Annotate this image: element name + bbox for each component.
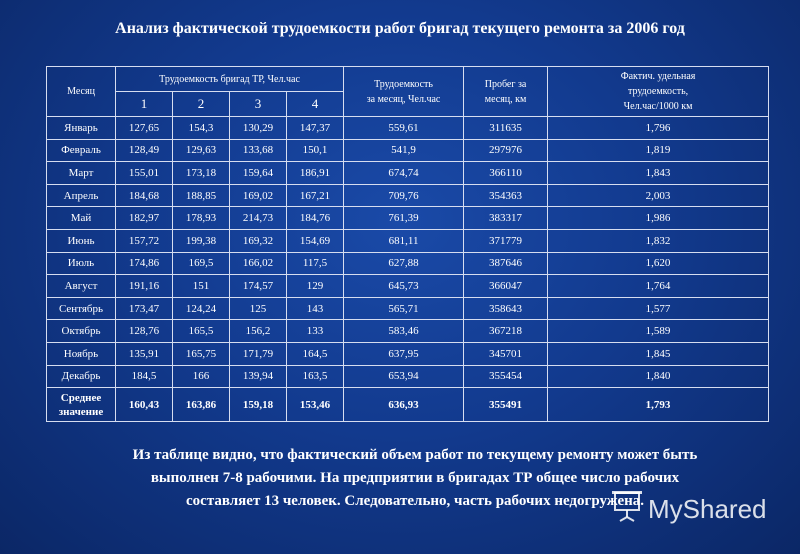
cell-total: 653,94 [344, 365, 464, 388]
cell-specific: 1,577 [548, 297, 769, 320]
cell-avg-specific: 1,793 [548, 388, 769, 422]
header-brigade-1: 1 [116, 92, 173, 117]
cell-b2: 124,24 [173, 297, 230, 320]
cell-b4: 117,5 [287, 252, 344, 275]
watermark [612, 492, 767, 526]
table-row [47, 229, 769, 252]
table-row [47, 275, 769, 298]
cell-b2: 199,38 [173, 229, 230, 252]
table-row [47, 320, 769, 343]
cell-specific: 1,832 [548, 229, 769, 252]
cell-b4: 129 [287, 275, 344, 298]
cell-total: 559,61 [344, 117, 464, 140]
cell-total: 583,46 [344, 320, 464, 343]
cell-specific: 1,620 [548, 252, 769, 275]
table-row [47, 184, 769, 207]
cell-b4: 154,69 [287, 229, 344, 252]
cell-b4: 186,91 [287, 162, 344, 185]
cell-b3: 214,73 [230, 207, 287, 230]
cell-avg-total: 636,93 [344, 388, 464, 422]
average-label-line2: значение [58, 405, 104, 418]
conclusion-line-1: Из таблице видно, что фактический объем работ по текущему ремонту может быть [132, 447, 698, 463]
cell-total: 645,73 [344, 275, 464, 298]
watermark-text: MyShared [648, 493, 767, 524]
cell-b4: 164,5 [287, 342, 344, 365]
table-row [47, 207, 769, 230]
header-brigade-2: 2 [173, 92, 230, 117]
cell-mileage: 367218 [464, 320, 548, 343]
cell-month: Февраль [47, 139, 116, 162]
cell-b2: 165,5 [173, 320, 230, 343]
cell-b1: 127,65 [116, 117, 173, 140]
cell-avg-b1: 160,43 [116, 388, 173, 422]
cell-specific: 1,845 [548, 342, 769, 365]
header-specific-line3: Чел.час/1000 км [623, 101, 693, 112]
page-title: Анализ фактической трудоемкости работ бригад текущего ремонта за 2006 год [115, 20, 685, 37]
cell-specific: 2,003 [548, 184, 769, 207]
header-per-month-line1: Трудоемкость [374, 78, 433, 90]
cell-total: 627,88 [344, 252, 464, 275]
labor-table [46, 66, 769, 422]
cell-b2: 165,75 [173, 342, 230, 365]
cell-total: 541,9 [344, 139, 464, 162]
cell-mileage: 371779 [464, 229, 548, 252]
cell-month: Октябрь [47, 320, 116, 343]
conclusion-line-2: выполнен 7-8 рабочими. На предприятии в бригадах ТР общее число рабочих [150, 470, 680, 486]
cell-mileage: 297976 [464, 139, 548, 162]
cell-b2: 188,85 [173, 184, 230, 207]
cell-b1: 182,97 [116, 207, 173, 230]
cell-total: 681,11 [344, 229, 464, 252]
cell-b4: 167,21 [287, 184, 344, 207]
cell-b2: 166 [173, 365, 230, 388]
cell-mileage: 311635 [464, 117, 548, 140]
cell-mileage: 355454 [464, 365, 548, 388]
cell-total: 565,71 [344, 297, 464, 320]
cell-b3: 174,57 [230, 275, 287, 298]
cell-b3: 139,94 [230, 365, 287, 388]
header-per-month-line2: за месяц, Чел.час [366, 93, 441, 105]
cell-b3: 169,32 [230, 229, 287, 252]
cell-b1: 174,86 [116, 252, 173, 275]
cell-b3: 159,64 [230, 162, 287, 185]
cell-specific: 1,843 [548, 162, 769, 185]
cell-mileage: 354363 [464, 184, 548, 207]
cell-month: Июль [47, 252, 116, 275]
cell-b1: 155,01 [116, 162, 173, 185]
cell-specific: 1,589 [548, 320, 769, 343]
cell-b2: 169,5 [173, 252, 230, 275]
cell-specific: 1,764 [548, 275, 769, 298]
cell-month: Июнь [47, 229, 116, 252]
cell-b3: 169,02 [230, 184, 287, 207]
header-mileage-line1: Пробег за [484, 78, 527, 90]
cell-month: Апрель [47, 184, 116, 207]
header-mileage [464, 67, 548, 117]
cell-month: Декабрь [47, 365, 116, 388]
average-label-line1: Среднее [60, 391, 102, 404]
cell-average-label [47, 388, 116, 422]
presentation-board-icon [612, 490, 642, 529]
cell-month: Май [47, 207, 116, 230]
cell-b3: 156,2 [230, 320, 287, 343]
cell-b1: 157,72 [116, 229, 173, 252]
header-brigades: Трудоемкость бригад ТР, Чел.час [116, 67, 344, 92]
cell-b4: 147,37 [287, 117, 344, 140]
cell-b2: 178,93 [173, 207, 230, 230]
cell-specific: 1,819 [548, 139, 769, 162]
cell-b4: 184,76 [287, 207, 344, 230]
table-row [47, 365, 769, 388]
average-row [47, 388, 769, 422]
cell-specific: 1,840 [548, 365, 769, 388]
cell-b2: 129,63 [173, 139, 230, 162]
cell-b2: 173,18 [173, 162, 230, 185]
cell-b4: 133 [287, 320, 344, 343]
cell-mileage: 345701 [464, 342, 548, 365]
header-specific-line1: Фактич. удельная [620, 71, 696, 82]
table-row [47, 139, 769, 162]
cell-month: Сентябрь [47, 297, 116, 320]
cell-avg-b4: 153,46 [287, 388, 344, 422]
cell-b3: 171,79 [230, 342, 287, 365]
header-specific [548, 67, 769, 117]
cell-avg-b3: 159,18 [230, 388, 287, 422]
header-month: Месяц [47, 67, 116, 117]
table-row [47, 297, 769, 320]
table-row [47, 252, 769, 275]
cell-total: 761,39 [344, 207, 464, 230]
cell-total: 637,95 [344, 342, 464, 365]
cell-avg-mileage: 355491 [464, 388, 548, 422]
table-row [47, 117, 769, 140]
cell-mileage: 383317 [464, 207, 548, 230]
cell-b2: 154,3 [173, 117, 230, 140]
cell-b1: 128,76 [116, 320, 173, 343]
header-mileage-line2: месяц, км [484, 93, 527, 105]
cell-b1: 184,68 [116, 184, 173, 207]
header-specific-line2: трудоемкость, [627, 86, 689, 97]
cell-b1: 135,91 [116, 342, 173, 365]
cell-b4: 150,1 [287, 139, 344, 162]
cell-mileage: 366047 [464, 275, 548, 298]
cell-b3: 166,02 [230, 252, 287, 275]
cell-b1: 191,16 [116, 275, 173, 298]
cell-month: Январь [47, 117, 116, 140]
cell-specific: 1,986 [548, 207, 769, 230]
cell-month: Ноябрь [47, 342, 116, 365]
cell-month: Август [47, 275, 116, 298]
cell-b3: 130,29 [230, 117, 287, 140]
cell-total: 674,74 [344, 162, 464, 185]
cell-b1: 128,49 [116, 139, 173, 162]
cell-avg-b2: 163,86 [173, 388, 230, 422]
cell-b2: 151 [173, 275, 230, 298]
cell-b4: 163,5 [287, 365, 344, 388]
cell-total: 709,76 [344, 184, 464, 207]
cell-b1: 173,47 [116, 297, 173, 320]
header-per-month [344, 67, 464, 117]
cell-b3: 125 [230, 297, 287, 320]
cell-mileage: 358643 [464, 297, 548, 320]
conclusion-line-3: составляет 13 человек. Следовательно, часть рабочих недогружена. [186, 493, 644, 509]
cell-b1: 184,5 [116, 365, 173, 388]
table-row [47, 342, 769, 365]
cell-b4: 143 [287, 297, 344, 320]
cell-b3: 133,68 [230, 139, 287, 162]
cell-month: Март [47, 162, 116, 185]
cell-mileage: 387646 [464, 252, 548, 275]
header-brigade-3: 3 [230, 92, 287, 117]
cell-specific: 1,796 [548, 117, 769, 140]
header-brigade-4: 4 [287, 92, 344, 117]
table-row [47, 162, 769, 185]
cell-mileage: 366110 [464, 162, 548, 185]
